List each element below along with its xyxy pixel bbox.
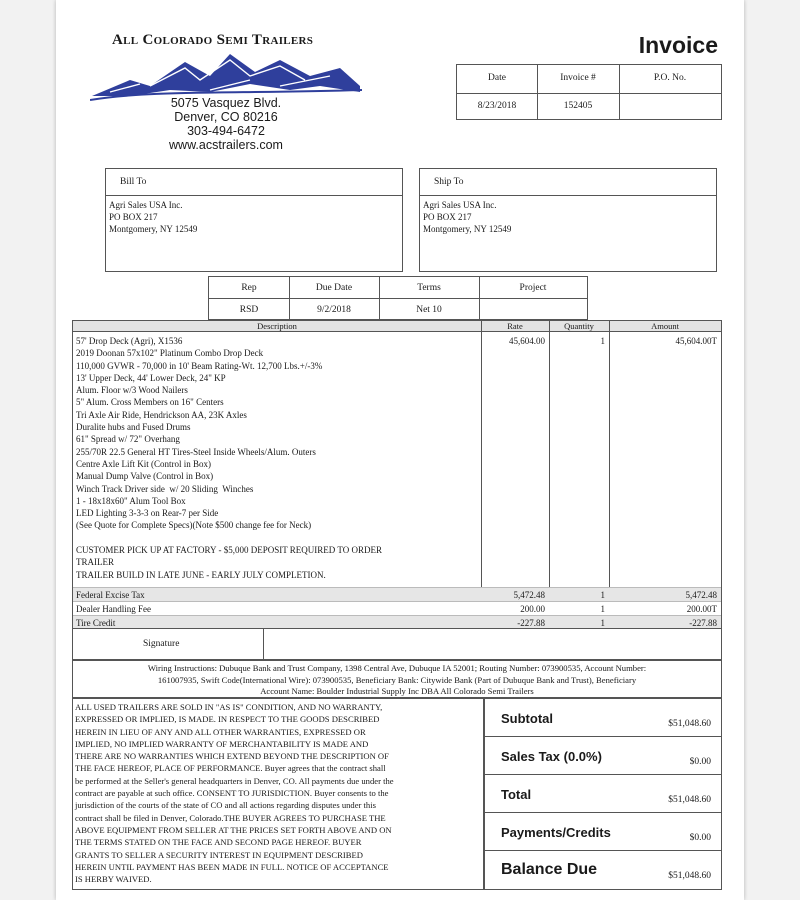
description-line: LED Lighting 3-3-3 on Rear-7 per Side bbox=[76, 508, 219, 519]
total-label: Total bbox=[501, 787, 532, 802]
date-header: Date bbox=[488, 73, 506, 83]
item-description: Federal Excise Tax bbox=[76, 590, 145, 600]
item-qty: 1 bbox=[600, 618, 605, 628]
company-phone: 303-494-6472 bbox=[187, 124, 265, 138]
total-label: Payments/Credits bbox=[501, 825, 611, 840]
signature-box bbox=[72, 628, 722, 660]
rep-value: RSD bbox=[239, 305, 259, 315]
description-line bbox=[76, 532, 382, 544]
total-value: $0.00 bbox=[689, 757, 711, 767]
total-value: $51,048.60 bbox=[668, 719, 711, 729]
quantity-header: Quantity bbox=[564, 321, 594, 331]
description-line: 110,000 GVWR - 70,000 in 10' Beam Rating-Wt. 12,700 Lbs.+/-3% bbox=[76, 360, 323, 371]
description-line: 2019 Doonan 57x102" Platinum Combo Drop Deck bbox=[76, 348, 264, 359]
description-line: Winch Track Driver side w/ 20 Sliding Winches bbox=[76, 483, 254, 494]
bill-to-line: Montgomery, NY 12549 bbox=[109, 224, 198, 234]
description-line: 61" Spread w/ 72" Overhang bbox=[76, 434, 180, 445]
description-line: Tri Axle Air Ride, Hendrickson AA, 23K Axles bbox=[76, 409, 247, 420]
description-line: Alum. Floor w/3 Wood Nailers bbox=[76, 385, 188, 396]
terms-line: contract are payable at such office. CONSENT TO JURISDICTION. Buyer consents to the bbox=[75, 788, 389, 799]
description-line: CUSTOMER PICK UP AT FACTORY - $5,000 DEPOSIT REQUIRED TO ORDER bbox=[76, 545, 382, 556]
totals-box bbox=[484, 698, 722, 890]
main-item-qty: 1 bbox=[600, 336, 605, 346]
terms-line: HEREIN UNTIL PAYMENT HAS BEEN MADE IN FULL. NOTICE OF ACCEPTANCE bbox=[75, 861, 389, 872]
amount-header: Amount bbox=[651, 321, 679, 331]
terms-line: ABOVE EQUIPMENT FROM SELLER AT THE PRICES SET FORTH ABOVE AND ON bbox=[75, 824, 392, 835]
description-line: Duralite hubs and Fused Drums bbox=[76, 422, 191, 433]
terms-line: EXPRESSED OR IMPLIED, IS MADE. IN RESPECT TO THE GOODS DESCRIBED bbox=[75, 714, 380, 725]
wiring-line: Wiring Instructions: Dubuque Bank and Trust Company, 1398 Central Ave, Dubuque IA 52001; Routing Number: 073900535, Account Number: bbox=[147, 663, 647, 673]
totals-row bbox=[485, 699, 721, 737]
ship-to-box bbox=[419, 168, 717, 272]
item-amount: -227.88 bbox=[689, 618, 717, 628]
terms-line: IMPLIED, NO IMPLIED WARRANTY OF MERCHANTABILITY IS MADE AND bbox=[75, 738, 369, 749]
terms-conditions-box bbox=[72, 698, 484, 890]
ship-to-label: Ship To bbox=[434, 177, 464, 187]
ship-to-line: PO BOX 217 bbox=[423, 212, 472, 222]
terms-line: THE TERMS STATED ON THE FACE AND SECOND PAGE HEREOF. BUYER bbox=[75, 837, 362, 848]
total-value: $0.00 bbox=[689, 833, 711, 843]
main-item-amount: 45,604.00T bbox=[675, 336, 717, 346]
main-item-description bbox=[76, 335, 382, 581]
description-line: TRAILER bbox=[76, 557, 114, 568]
terms-header: Terms bbox=[417, 283, 441, 293]
company-city: Denver, CO 80216 bbox=[174, 110, 278, 124]
terms-line: THERE ARE NO WARRANTIES WHICH EXTEND BEYOND THE DESCRIPTION OF bbox=[75, 751, 389, 762]
wiring-instructions bbox=[72, 660, 722, 698]
wiring-line: Account Name: Boulder Industrial Supply Inc DBA All Colorado Semi Trailers bbox=[260, 686, 534, 696]
table-row bbox=[73, 601, 721, 615]
total-label: Sales Tax (0.0%) bbox=[501, 749, 602, 764]
item-qty: 1 bbox=[600, 590, 605, 600]
totals-row bbox=[485, 737, 721, 775]
terms-line: THE FACE HEREOF, PLACE OF PERFORMANCE. Buyer agrees that the contract shall bbox=[75, 763, 386, 774]
item-description: Tire Credit bbox=[76, 618, 116, 628]
due-date-header: Due Date bbox=[315, 283, 353, 293]
item-rate: 200.00 bbox=[520, 604, 545, 614]
terms-line: be performed at the Seller's general headquarters in Denver, CO. All payments due under the bbox=[75, 775, 394, 786]
invoice-meta-box bbox=[456, 64, 722, 120]
total-label: Balance Due bbox=[501, 861, 598, 878]
due-date-value: 9/2/2018 bbox=[317, 305, 351, 315]
terms-line: HEREIN IN LIEU OF ANY AND ALL OTHER WARRANTIES, EXPRESSED OR bbox=[75, 726, 366, 737]
description-line: 1 - 18x18x60" Alum Tool Box bbox=[76, 495, 186, 506]
total-value: $51,048.60 bbox=[668, 871, 711, 881]
terms-line: GRANTS TO SELLER A SECURITY INTEREST IN EQUIPMENT DESCRIBED bbox=[75, 849, 363, 860]
table-row bbox=[73, 587, 721, 601]
description-header: Description bbox=[257, 321, 297, 331]
extra-items bbox=[73, 587, 721, 629]
terms-line: contract shall be filed in Denver, Colorado.THE BUYER AGREES TO PURCHASE THE bbox=[75, 812, 386, 823]
description-line: Centre Axle Lift Kit (Control in Box) bbox=[76, 458, 211, 469]
item-rate: -227.88 bbox=[517, 618, 545, 628]
description-line: (See Quote for Complete Specs)(Note $500 change fee for Neck) bbox=[76, 520, 312, 531]
company-website: www.acstrailers.com bbox=[169, 138, 283, 152]
totals-row bbox=[485, 775, 721, 813]
terms-line: ALL USED TRAILERS ARE SOLD IN "AS IS" CONDITION, AND NO WARRANTY, bbox=[75, 702, 383, 712]
description-line: 57' Drop Deck (Agri), X1536 bbox=[76, 336, 183, 346]
project-header: Project bbox=[519, 283, 547, 293]
terms-value: Net 10 bbox=[416, 305, 442, 315]
signature-label: Signature bbox=[143, 639, 180, 649]
bill-to-line: Agri Sales USA Inc. bbox=[109, 200, 183, 210]
description-line: 13' Upper Deck, 44' Lower Deck, 24" KP bbox=[76, 372, 226, 383]
terms-line: jurisdiction of the courts of the state of CO and all actions regarding disputes under this bbox=[75, 800, 376, 811]
po-number-header: P.O. No. bbox=[653, 73, 687, 83]
item-qty: 1 bbox=[600, 604, 605, 614]
description-line: 255/70R 22.5 General HT Tires-Steel Inside Wheels/Alum. Outers bbox=[76, 446, 316, 457]
date-value: 8/23/2018 bbox=[477, 101, 517, 111]
item-description: Dealer Handling Fee bbox=[76, 604, 151, 614]
invoice-number-value: 152405 bbox=[563, 101, 593, 111]
totals-row bbox=[485, 851, 721, 889]
invoice-number-header: Invoice # bbox=[560, 73, 596, 83]
total-value: $51,048.60 bbox=[668, 795, 711, 805]
terms-line: IS HERBY WAIVED. bbox=[75, 874, 152, 885]
total-label: Subtotal bbox=[501, 711, 553, 726]
bill-to-line: PO BOX 217 bbox=[109, 212, 158, 222]
rate-header: Rate bbox=[507, 321, 523, 331]
item-rate: 5,472.48 bbox=[513, 590, 545, 600]
bill-to-label: Bill To bbox=[120, 177, 147, 187]
terms-conditions-text bbox=[75, 701, 394, 885]
terms-row-box bbox=[208, 276, 588, 320]
description-line: 5" Alum. Cross Members on 16" Centers bbox=[76, 397, 224, 408]
mountain-logo-icon bbox=[90, 46, 362, 102]
ship-to-line: Montgomery, NY 12549 bbox=[423, 224, 512, 234]
description-line: Manual Dump Valve (Control in Box) bbox=[76, 471, 214, 482]
bill-to-box bbox=[105, 168, 403, 272]
wiring-line: 161007935, Swift Code(International Wire): 073900535, Beneficiary Bank: Citywide Bank (Part of Dubuque Bank and Trust), Beneficiary bbox=[157, 674, 637, 685]
invoice-sheet bbox=[56, 0, 744, 900]
line-items-table bbox=[72, 320, 722, 628]
ship-to-line: Agri Sales USA Inc. bbox=[423, 200, 497, 210]
totals-row bbox=[485, 813, 721, 851]
company-name: All Colorado Semi Trailers bbox=[112, 32, 314, 48]
table-row bbox=[73, 615, 721, 629]
rep-header: Rep bbox=[241, 283, 257, 293]
main-item-rate: 45,604.00 bbox=[509, 336, 545, 346]
document-title: Invoice bbox=[638, 32, 718, 58]
company-street: 5075 Vasquez Blvd. bbox=[170, 96, 282, 110]
item-amount: 5,472.48 bbox=[685, 590, 717, 600]
item-amount: 200.00T bbox=[686, 604, 717, 614]
description-line: TRAILER BUILD IN LATE JUNE - EARLY JULY COMPLETION. bbox=[76, 569, 326, 580]
